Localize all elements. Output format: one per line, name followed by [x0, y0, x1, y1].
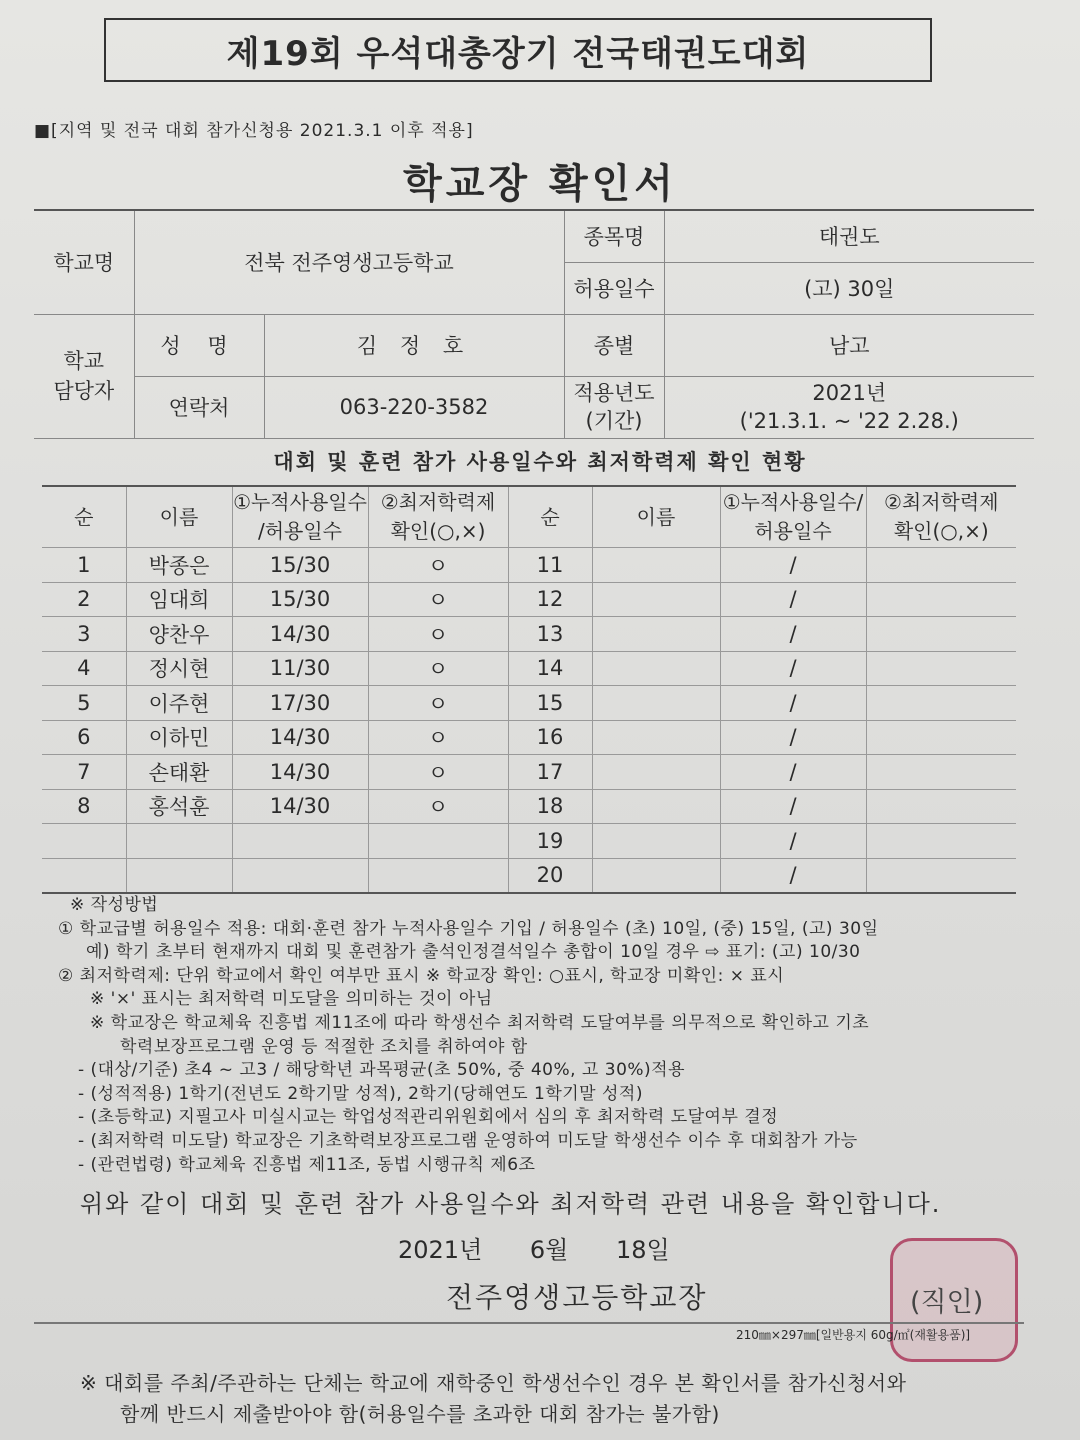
min-grade-check — [866, 548, 1016, 583]
athlete-name — [592, 548, 720, 583]
paper-spec: 210㎜×297㎜[일반용지 60g/㎡(재활용품)] — [736, 1328, 971, 1342]
row-no: 2 — [42, 582, 126, 617]
bottom-note — [80, 1368, 1010, 1430]
school-info-table — [34, 209, 1034, 439]
row-no: 14 — [508, 651, 592, 686]
row-no: 12 — [508, 582, 592, 617]
min-grade-check — [866, 755, 1016, 790]
writing-method — [58, 894, 1018, 1177]
table-row — [42, 720, 1016, 755]
method-line: ② 최저학력제: 단위 학교에서 확인 여부만 표시 ※ 학교장 확인: ○표시, 학교장 미확인: × 표시 — [58, 965, 785, 986]
row-no: 11 — [508, 548, 592, 583]
athlete-name — [592, 720, 720, 755]
method-heading: ※ 작성방법 — [70, 895, 159, 915]
table-row — [42, 824, 1016, 859]
date-month: 6월 — [529, 1236, 569, 1264]
min-grade-check — [866, 582, 1016, 617]
min-grade-check: ㅇ — [368, 789, 508, 824]
row-no: 18 — [508, 789, 592, 824]
document-title: 학교장 확인서 — [403, 161, 677, 207]
min-grade-check: ㅇ — [368, 651, 508, 686]
athlete-name — [592, 789, 720, 824]
school-name-label: 학교명 — [34, 210, 134, 314]
athlete-name — [592, 651, 720, 686]
used-days: / — [720, 548, 866, 583]
name-label: 성 명 — [134, 314, 264, 376]
col-no-header: 순 — [42, 486, 126, 548]
sport-label: 종목명 — [564, 210, 664, 262]
col-min-grade-header: ②최저학력제 확인(○,×) — [368, 486, 508, 548]
min-grade-check — [866, 824, 1016, 859]
table-row — [42, 651, 1016, 686]
col-days-2-header: ①누적사용일수/ 허용일수 — [720, 486, 866, 548]
row-no: 19 — [508, 824, 592, 859]
contact-name: 김 정 호 — [264, 314, 564, 376]
row-no: 6 — [42, 720, 126, 755]
method-line: - (성적적용) 1학기(전년도 2학기말 성적), 2학기(당해연도 1학기말 성적) — [78, 1083, 643, 1104]
used-days: 14/30 — [232, 789, 368, 824]
row-no: 8 — [42, 789, 126, 824]
bottom-note-line: ※ 대회를 주최/주관하는 단체는 학교에 재학중인 학생선수인 경우 본 확인서를 참가신청서와 — [80, 1371, 907, 1395]
athlete-name: 이주현 — [126, 686, 232, 721]
method-line: - (최저학력 미도달) 학교장은 기초학력보장프로그램 운영하여 미도달 학생선수 이수 후 대회참가 가능 — [78, 1130, 858, 1151]
records-table — [42, 485, 1016, 894]
athlete-name: 홍석훈 — [126, 789, 232, 824]
type: 남고 — [664, 314, 1034, 376]
row-no: 5 — [42, 686, 126, 721]
athlete-name — [592, 582, 720, 617]
used-days: 17/30 — [232, 686, 368, 721]
athlete-name — [592, 824, 720, 859]
used-days: 14/30 — [232, 617, 368, 652]
used-days — [232, 824, 368, 859]
school-name: 전북 전주영생고등학교 — [134, 210, 564, 314]
min-grade-check — [368, 824, 508, 859]
min-grade-check — [866, 789, 1016, 824]
used-days: 14/30 — [232, 755, 368, 790]
table-row — [42, 789, 1016, 824]
method-line: ① 학교급별 허용일수 적용: 대회·훈련 참가 누적사용일수 기입 / 허용일수 (초) 10일, (중) 15일, (고) 30일 — [58, 918, 879, 939]
bottom-note-line: 함께 반드시 제출받아야 함(허용일수를 초과한 대회 참가는 불가함) — [120, 1402, 720, 1426]
contact-label: 학교 담당자 — [34, 314, 134, 438]
athlete-name: 정시현 — [126, 651, 232, 686]
allowed-days: (고) 30일 — [664, 262, 1034, 314]
date-day: 18일 — [616, 1236, 670, 1264]
min-grade-check: ㅇ — [368, 582, 508, 617]
athlete-name: 이하민 — [126, 720, 232, 755]
issue-date — [398, 1230, 710, 1265]
min-grade-check: ㅇ — [368, 617, 508, 652]
section-title: 대회 및 훈련 참가 사용일수와 최저학력제 확인 현황 — [273, 450, 807, 474]
used-days: 14/30 — [232, 720, 368, 755]
used-days: 15/30 — [232, 548, 368, 583]
signer: 전주영생고등학교장 — [446, 1281, 708, 1314]
row-no: 13 — [508, 617, 592, 652]
used-days: / — [720, 720, 866, 755]
used-days: / — [720, 686, 866, 721]
used-days: / — [720, 858, 866, 893]
date-year: 2021년 — [398, 1236, 483, 1264]
min-grade-check — [866, 617, 1016, 652]
row-no — [42, 824, 126, 859]
allowed-days-label: 허용일수 — [564, 262, 664, 314]
row-no: 4 — [42, 651, 126, 686]
confirmation-statement: 위와 같이 대회 및 훈련 참가 사용일수와 최저학력 관련 내용을 확인합니다. — [80, 1190, 942, 1218]
method-line: 예) 학기 초부터 현재까지 대회 및 훈련참가 출석인정결석일수 총합이 10일 경우 ⇨ 표기: (고) 10/30 — [86, 942, 861, 963]
table-header — [42, 486, 1016, 548]
row-no: 17 — [508, 755, 592, 790]
used-days: / — [720, 789, 866, 824]
used-days: / — [720, 617, 866, 652]
table-row — [42, 686, 1016, 721]
method-line: - (관련법령) 학교체육 진흥법 제11조, 동법 시행규칙 제6조 — [78, 1154, 536, 1175]
table-row — [42, 617, 1016, 652]
year: 2021년 — [812, 381, 887, 405]
athlete-name: 박종은 — [126, 548, 232, 583]
method-line: - (초등학교) 지필고사 미실시교는 학업성적관리위원회에서 심의 후 최저학력 도달여부 결정 — [78, 1107, 779, 1128]
athlete-name: 양찬우 — [126, 617, 232, 652]
used-days — [232, 858, 368, 893]
row-no — [42, 858, 126, 893]
event-title: 제19회 우석대총장기 전국태권도대회 — [104, 18, 932, 82]
year-label: 적용년도 (기간) — [564, 376, 664, 438]
min-grade-check — [368, 858, 508, 893]
row-no: 7 — [42, 755, 126, 790]
table-row — [42, 755, 1016, 790]
min-grade-check — [866, 720, 1016, 755]
min-grade-check: ㅇ — [368, 755, 508, 790]
period: ('21.3.1. ~ '22 2.28.) — [739, 409, 959, 433]
col-min-grade-2-header: ②최저학력제 확인(○,×) — [866, 486, 1016, 548]
athlete-name — [592, 858, 720, 893]
year-cell — [664, 376, 1034, 438]
used-days: / — [720, 651, 866, 686]
row-no: 15 — [508, 686, 592, 721]
col-no-2-header: 순 — [508, 486, 592, 548]
table-row — [42, 548, 1016, 583]
athlete-name — [592, 755, 720, 790]
athlete-name: 손태환 — [126, 755, 232, 790]
used-days: 15/30 — [232, 582, 368, 617]
min-grade-check: ㅇ — [368, 720, 508, 755]
min-grade-check — [866, 651, 1016, 686]
min-grade-check — [866, 686, 1016, 721]
row-no: 16 — [508, 720, 592, 755]
used-days: / — [720, 582, 866, 617]
athlete-name: 임대희 — [126, 582, 232, 617]
method-line: - (대상/기준) 초4 ~ 고3 / 해당학년 과목평균(초 50%, 중 40%, 고 30%)적용 — [78, 1060, 686, 1081]
athlete-name — [126, 858, 232, 893]
sport: 태권도 — [664, 210, 1034, 262]
min-grade-check: ㅇ — [368, 686, 508, 721]
used-days: 11/30 — [232, 651, 368, 686]
col-name-2-header: 이름 — [592, 486, 720, 548]
col-days-header: ①누적사용일수 /허용일수 — [232, 486, 368, 548]
athlete-name — [592, 686, 720, 721]
athlete-name — [126, 824, 232, 859]
col-name-header: 이름 — [126, 486, 232, 548]
method-line: 학력보장프로그램 운영 등 적절한 조치를 취하여야 함 — [120, 1036, 528, 1057]
used-days: / — [720, 824, 866, 859]
min-grade-check: ㅇ — [368, 548, 508, 583]
divider — [34, 1322, 1024, 1324]
row-no: 3 — [42, 617, 126, 652]
table-row — [42, 582, 1016, 617]
seal-label: (직인) — [910, 1287, 984, 1318]
athlete-name — [592, 617, 720, 652]
row-no: 1 — [42, 548, 126, 583]
type-label: 종별 — [564, 314, 664, 376]
phone: 063-220-3582 — [264, 376, 564, 438]
form-note: ■[지역 및 전국 대회 참가신청용 2021.3.1 이후 적용] — [34, 121, 474, 141]
records-body — [42, 548, 1016, 894]
method-line: ※ 학교장은 학교체육 진흥법 제11조에 따라 학생선수 최저학력 도달여부를 의무적으로 확인하고 기초 — [90, 1012, 870, 1033]
min-grade-check — [866, 858, 1016, 893]
used-days: / — [720, 755, 866, 790]
row-no: 20 — [508, 858, 592, 893]
phone-label: 연락처 — [134, 376, 264, 438]
method-line: ※ '×' 표시는 최저학력 미도달을 의미하는 것이 아님 — [90, 989, 493, 1010]
table-row — [42, 858, 1016, 893]
